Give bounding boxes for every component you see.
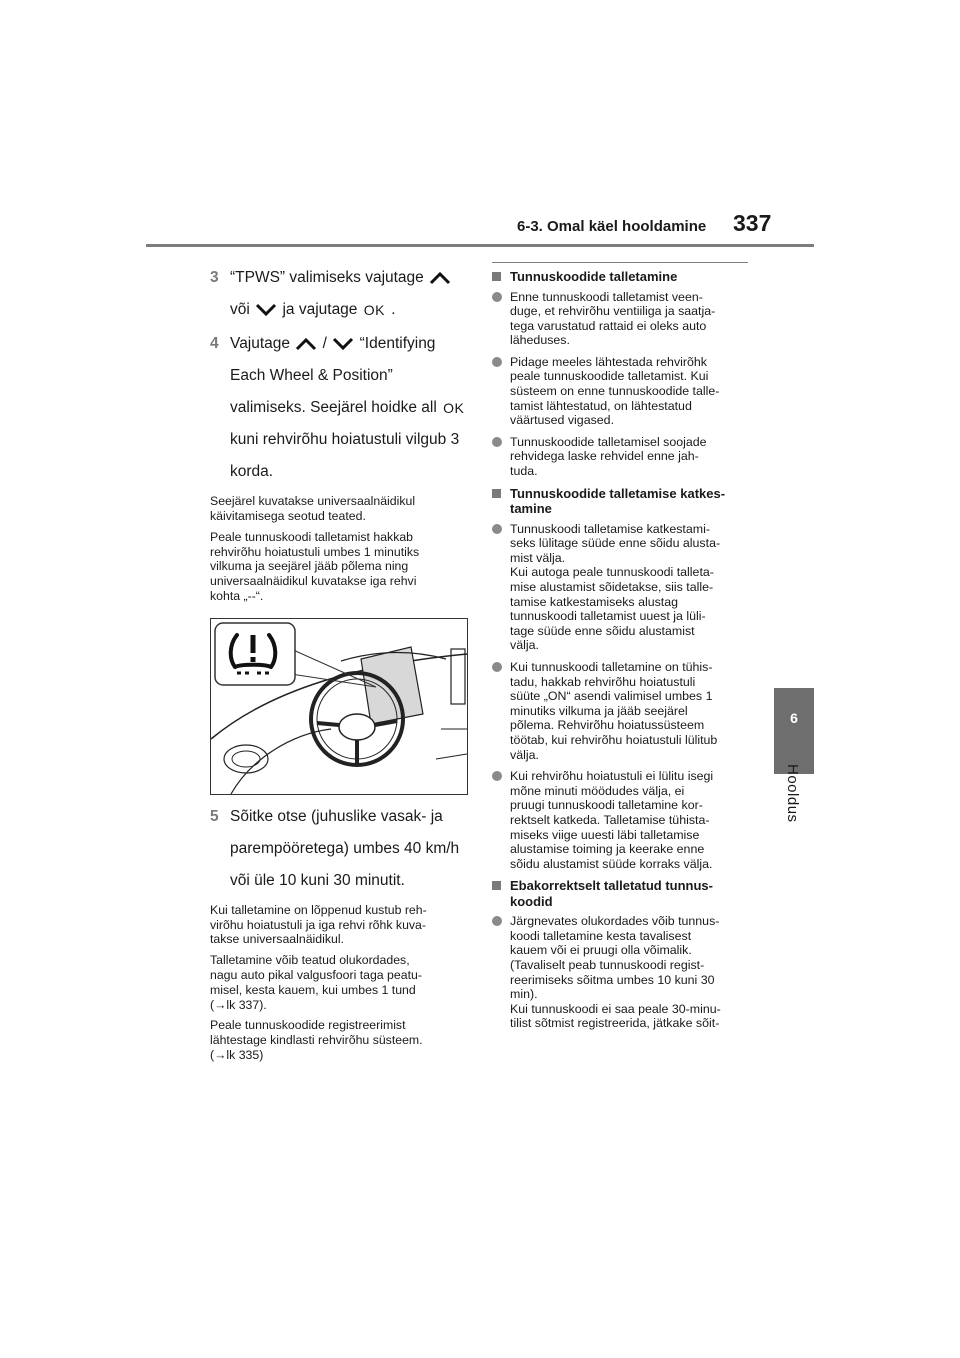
step-text: / xyxy=(322,335,327,353)
step-text: Sõitke otse (juhuslike vasak- ja parempööretega) umbes 40 km/h või üle 10 kuni 30 minutit. xyxy=(230,807,460,889)
step-number: 3 xyxy=(210,269,219,286)
circle-bullet-icon xyxy=(492,662,502,672)
step-3 xyxy=(210,262,468,326)
subheading xyxy=(492,486,756,517)
paragraph: Seejärel kuvatakse universaalnäidikul käivitamisega seotud teated. xyxy=(210,494,416,523)
square-bullet-icon xyxy=(492,272,501,281)
bullet-item xyxy=(492,660,756,762)
step-5 xyxy=(210,801,468,897)
chevron-up-icon xyxy=(295,337,317,351)
subheading xyxy=(492,269,756,285)
circle-bullet-icon xyxy=(492,524,502,534)
bullet-item xyxy=(492,522,756,653)
chapter-label: Hooldus xyxy=(784,764,801,823)
bullet-text: Järgnevates olukordades võib tunnus- koodi talletamine kesta tavalisest kauem või ei pruugi olla võimalik. (Tavaliselt peab tunnuskoodi regist- reerimiseks sõitma umbes 10 kuni 30 min). Kui tunnuskoodi ei saa peale 30-minu- tilist sõtmist registreerida, jätkake sõit- xyxy=(510,914,721,1031)
paragraph: Kui talletamine on lõppenud kustub reh- virõhu hoiatustuli ja iga rehvi rõhk kuva- takse universaalnäidikul. xyxy=(210,902,427,947)
step-text: “Identifying Each Wheel & Position” valimiseks. Seejärel hoidke all xyxy=(230,335,437,417)
chevron-up-icon xyxy=(429,271,451,285)
ok-button-label: OK xyxy=(443,400,465,417)
right-column xyxy=(492,262,756,1038)
dashboard-illustration xyxy=(210,618,468,795)
bullet-text: Kui tunnuskoodi talletamine on tühis- tadu, hakkab rehvirõhu hoiatustuli süüte „ON“ asendi valimisel umbes 1 minutiks vilkuma ja jääb seejärel põlema. Rehvirõhu hoiatussüsteem töötab, kui rehvirõhu hoiatustuli lülitub välja. xyxy=(510,659,718,762)
paragraph: Peale tunnuskoodide registreerimist lähtestage kindlasti rehvirõhu süsteem. (→lk 335) xyxy=(210,1018,423,1062)
circle-bullet-icon xyxy=(492,292,502,302)
page-number: 337 xyxy=(733,210,772,236)
circle-bullet-icon xyxy=(492,771,502,781)
circle-bullet-icon xyxy=(492,916,502,926)
section-title: 6-3. Omal käel hooldamine xyxy=(517,218,707,235)
subheading-text: Tunnuskoodide talletamise katkes- tamine xyxy=(510,485,726,517)
step-text: kuni rehvirõhu hoiatustuli vilgub 3 korda. xyxy=(230,431,460,481)
bullet-text: Pidage meeles lähtestada rehvirõhk peale tunnuskoodide talletamist. Kui süsteem on enne tunnuskoodide talle- tamist lähtestatud, on lähtestatud väärtused vigased. xyxy=(510,354,720,428)
circle-bullet-icon xyxy=(492,437,502,447)
tire-pressure-warning-icon xyxy=(227,629,279,677)
bullet-item xyxy=(492,355,756,428)
bullet-text: Kui rehvirõhu hoiatustuli ei lülitu isegi mõne minuti möödudes välja, ei pruugi tunnuskoodi talletamine kor- rektselt katkeda. Talletamise tühista- miseks viige uuesti läbi talletamise alustamise toiming ja keerake enne sõidu alustamist süüde korraks välja. xyxy=(510,769,714,871)
bullet-item xyxy=(492,769,756,871)
ok-button-label: OK xyxy=(363,302,385,318)
bullet-text: Enne tunnuskoodi talletamist veen- duge, et rehvirõhu ventiiliga ja saatja- tega varustatud rattaid ei oleks auto läheduses. xyxy=(510,289,716,348)
paragraph: Talletamine võib teatud olukordades, nagu auto pikal valgusfoori taga peatu- misel, kesta kauem, kui umbes 1 tund (→lk 337). xyxy=(210,953,422,1012)
subheading-text: Ebakorrektselt talletatud tunnus- koodid xyxy=(510,878,713,909)
square-bullet-icon xyxy=(492,489,501,498)
paragraph: Peale tunnuskoodi talletamist hakkab rehvirõhu hoiatustuli umbes 1 minutiks vilkuma ja seejärel jääb põlema ning universaalnäidikul kuvatakse iga rehvi kohta „--“. xyxy=(210,529,420,603)
step-text: ja vajutage xyxy=(282,301,358,319)
step-4 xyxy=(210,328,468,488)
header-rule xyxy=(146,244,814,247)
column-rule xyxy=(492,262,748,263)
step-text: või xyxy=(230,301,250,319)
bullet-text: Tunnuskoodide talletamisel soojade rehvidega laske rehvidel enne jah- tuda. xyxy=(510,434,707,479)
chevron-down-icon xyxy=(332,337,354,351)
subheading xyxy=(492,878,756,909)
left-column xyxy=(210,262,468,1063)
chevron-down-icon xyxy=(255,303,277,317)
step-text: Vajutage xyxy=(230,335,291,353)
step-text: . xyxy=(391,301,396,319)
bullet-item xyxy=(492,435,756,479)
square-bullet-icon xyxy=(492,881,501,890)
subheading-text: Tunnuskoodide talletamine xyxy=(510,269,678,284)
step-text: “TPWS” valimiseks vajutage xyxy=(230,269,424,286)
step-number: 5 xyxy=(210,807,219,825)
bullet-item xyxy=(492,290,756,348)
bullet-text: Tunnuskoodi talletamise katkestami- seks lülitage süüde enne sõidu alusta- mist välja. Kui autoga peale tunnuskoodi talleta- mise alustamist sõidetakse, siis talle- tamise katkestamiseks alustag tunnuskoodi talletamist uuest ja lüli- tage süüde enne sõidu alustamist välja. xyxy=(510,521,721,653)
step-number: 4 xyxy=(210,335,219,353)
chapter-tab: 6 xyxy=(774,688,814,774)
bullet-item xyxy=(492,914,756,1031)
circle-bullet-icon xyxy=(492,357,502,367)
